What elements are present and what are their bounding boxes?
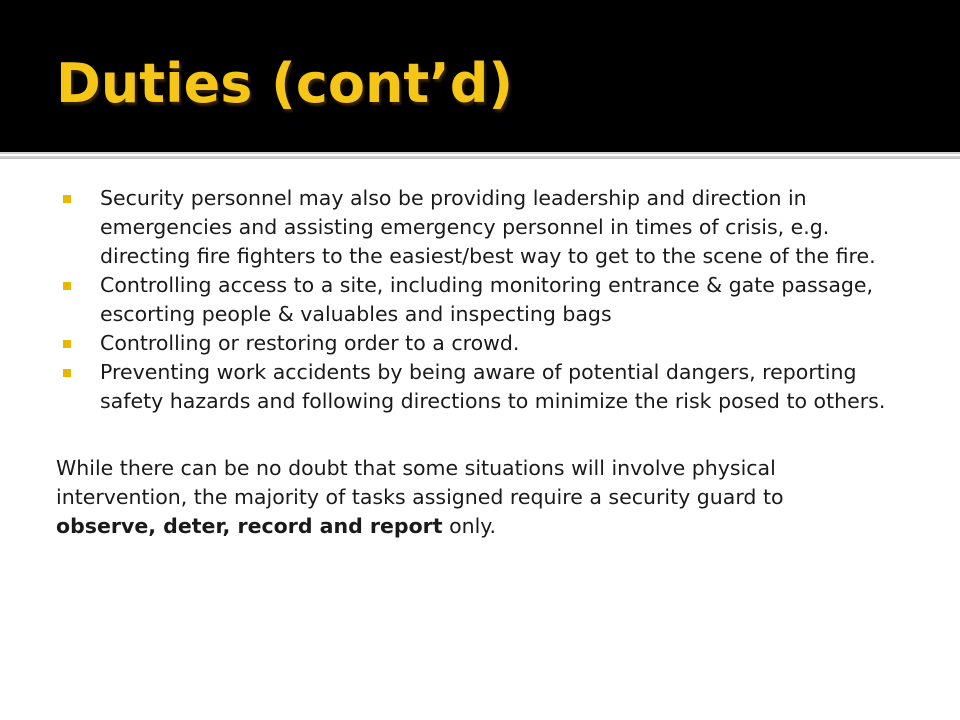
bullet-item	[56, 329, 886, 358]
bullet-list	[56, 184, 886, 416]
closing-paragraph	[56, 454, 886, 541]
square-bullet-icon	[63, 282, 71, 290]
closing-tail: only.	[442, 514, 497, 538]
title-divider-thin	[0, 152, 960, 154]
square-bullet-icon	[63, 369, 71, 377]
closing-emphasis: observe, deter, record and report	[56, 514, 443, 538]
bullet-text: Preventing work accidents by being aware of potential dangers, reporting safety hazards and following directions to minimize the risk posed to others.	[100, 360, 886, 413]
bullet-text: Controlling access to a site, including monitoring entrance & gate passage, escorting people & valuables and inspecting bags	[100, 273, 874, 326]
bullet-item	[56, 184, 886, 271]
closing-lead: While there can be no doubt that some situations will involve physical intervention, the majority of tasks assigned require a security guard to	[56, 456, 784, 509]
title-divider	[0, 156, 960, 159]
slide-body	[56, 184, 886, 562]
bullet-text: Controlling or restoring order to a crowd.	[100, 331, 520, 355]
bullet-item	[56, 358, 886, 416]
square-bullet-icon	[63, 195, 71, 203]
bullet-text: Security personnel may also be providing leadership and direction in emergencies and assisting emergency personnel in times of crisis, e.g. directing fire fighters to the easiest/best way to get to the scene of the fire.	[100, 186, 876, 268]
title-band	[0, 0, 960, 152]
square-bullet-icon	[63, 340, 71, 348]
slide-title: Duties (cont’d)	[56, 52, 514, 115]
bullet-item	[56, 271, 886, 329]
